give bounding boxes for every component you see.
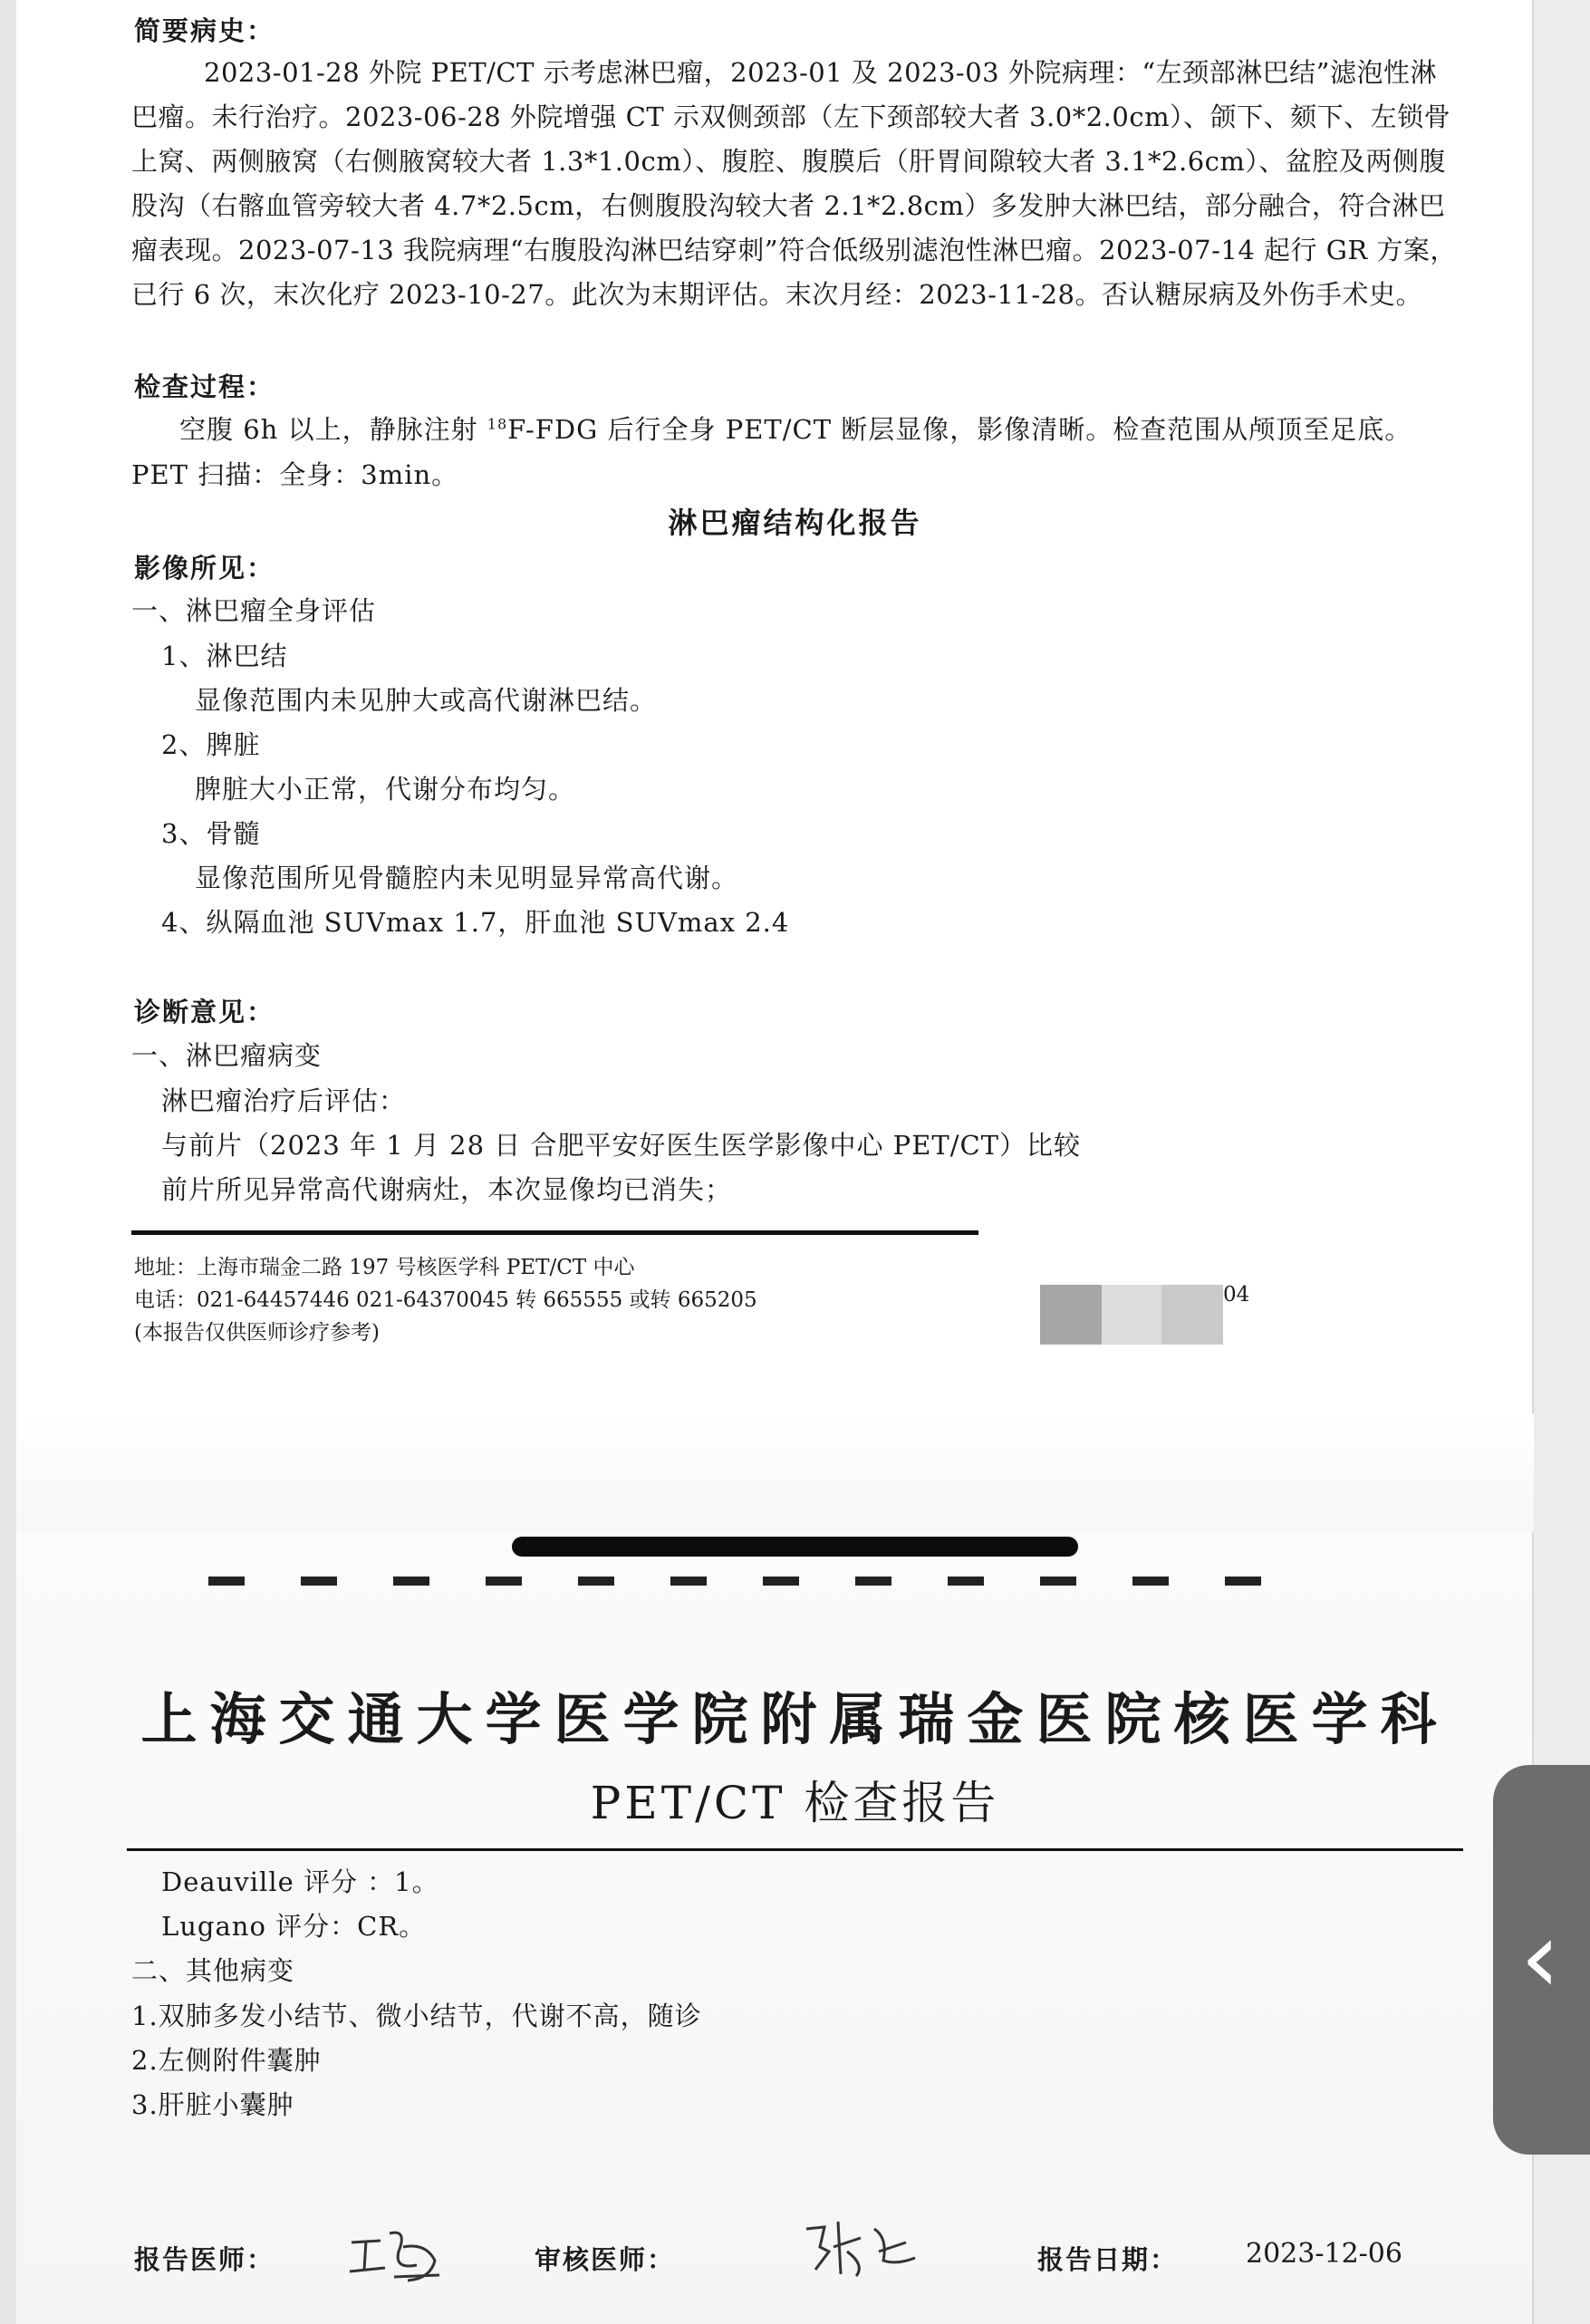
procedure-line-2: PET 扫描：全身：3min。 <box>131 459 459 490</box>
page-gap <box>16 1413 1534 1531</box>
report-date: 2023-12-06 <box>1246 2238 1402 2270</box>
findings-heading: 影像所见： <box>134 553 275 583</box>
findings-item-4: 4、纵隔血池 SUVmax 1.7，肝血池 SUVmax 2.4 <box>161 907 790 938</box>
history-text: 2023-01-28 外院 PET/CT 示考虑淋巴瘤，2023-01 及 2023-03 外院病理：“左颈部淋巴结”滤泡性淋巴瘤。未行治疗。2023-06-28 外院增强 CT 示双侧颈部（左下颈部较大者 3.0*2.0cm）、颌下、颏下、左锁骨上窝、两侧腋窝（右侧腋窝较大者 1.3*1.0cm）、腹腔、腹膜后（肝胃间隙较大者 3.1*2.6cm）、盆腔及两侧腹股沟（右髂血管旁较大者 4.7*2.5cm，右侧腹股沟较大者 2.1*2.8cm）多发肿大淋巴结，部分融合，符合淋巴瘤表现。2023-07-13 我院病理“右腹股沟淋巴结穿刺”符合低级别滤泡性淋巴瘤。2023-07-14 起行 GR 方案，已行 6 次，末次化疗 2023-10-27。此次为末期评估。末次月经：2023-11-28。否认糖尿病及外伤手术史。 <box>131 57 1457 310</box>
findings-section-1: 一、淋巴瘤全身评估 <box>131 595 377 626</box>
diagnosis-line-3: 前片所见异常高代谢病灶，本次显像均已消失； <box>161 1174 733 1205</box>
findings-item-3: 3、骨髓 <box>161 818 261 849</box>
footer-address: 地址：上海市瑞金二路 197 号核医学科 PET/CT 中心 <box>134 1256 635 1279</box>
footer-divider <box>131 1230 978 1235</box>
findings-item-1: 1、淋巴结 <box>161 641 288 671</box>
redacted-block <box>1102 1285 1161 1345</box>
diagnosis-section-1: 一、淋巴瘤病变 <box>131 1040 323 1071</box>
redacted-block <box>1040 1285 1102 1345</box>
page-scroll-handle[interactable] <box>512 1537 1078 1557</box>
header-divider <box>127 1848 1463 1851</box>
procedure-heading: 检查过程： <box>134 371 275 402</box>
review-doctor-signature <box>797 2211 924 2283</box>
procedure-line-1: 空腹 6h 以上，静脉注射 $^{18}$F-FDG 后行全身 PET/CT 断层显像，影像清晰。检查范围从颅顶至足底。 <box>179 414 1412 445</box>
report-doctor-signature <box>344 2215 444 2288</box>
hospital-title: 上海交通大学医学院附属瑞金医院核医学科 <box>140 1686 1450 1752</box>
diagnosis-line-2: 与前片（2023 年 1 月 28 日 合肥平安好医生医学影像中心 PET/CT）比较 <box>161 1130 1082 1161</box>
review-doctor-label: 审核医师： <box>535 2244 676 2275</box>
report-date-label: 报告日期： <box>1037 2244 1179 2275</box>
redacted-block <box>1161 1285 1223 1345</box>
findings-item-3-text: 显像范围所见骨髓腔内未见明显异常高代谢。 <box>195 863 739 893</box>
history-heading: 简要病史： <box>134 15 275 46</box>
findings-item-1-text: 显像范围内未见肿大或高代谢淋巴结。 <box>195 685 658 716</box>
findings-item-2: 2、脾脏 <box>161 729 261 760</box>
findings-item-2-text: 脾脏大小正常，代谢分布均匀。 <box>195 774 576 805</box>
other-lesions-heading: 二、其他病变 <box>131 1955 295 1986</box>
diagnosis-heading: 诊断意见： <box>134 997 275 1027</box>
footer-note: (本报告仅供医师诊疗参考) <box>134 1321 380 1345</box>
other-lesion-3: 3.肝脏小囊肿 <box>131 2089 294 2120</box>
report-title: PET/CT 检查报告 <box>590 1777 1000 1829</box>
deauville-score: Deauville 评分 ：1。 <box>161 1866 439 1897</box>
diagnosis-line-1: 淋巴瘤治疗后评估： <box>161 1085 407 1116</box>
other-lesion-2: 2.左侧附件囊肿 <box>131 2045 322 2076</box>
report-doctor-label: 报告医师： <box>134 2244 275 2275</box>
clipped-header-text <box>208 1577 1386 1596</box>
footer-id-suffix: 04 <box>1223 1283 1250 1307</box>
chevron-left-icon[interactable]: ‹ <box>1520 1899 1560 2015</box>
other-lesion-1: 1.双肺多发小结节、微小结节，代谢不高，随诊 <box>131 2001 702 2031</box>
footer-phone: 电话：021-64457446 021-64370045 转 665555 或转 665205 <box>134 1288 757 1312</box>
lugano-score: Lugano 评分：CR。 <box>161 1911 427 1942</box>
structured-report-title: 淋巴瘤结构化报告 <box>668 506 922 540</box>
